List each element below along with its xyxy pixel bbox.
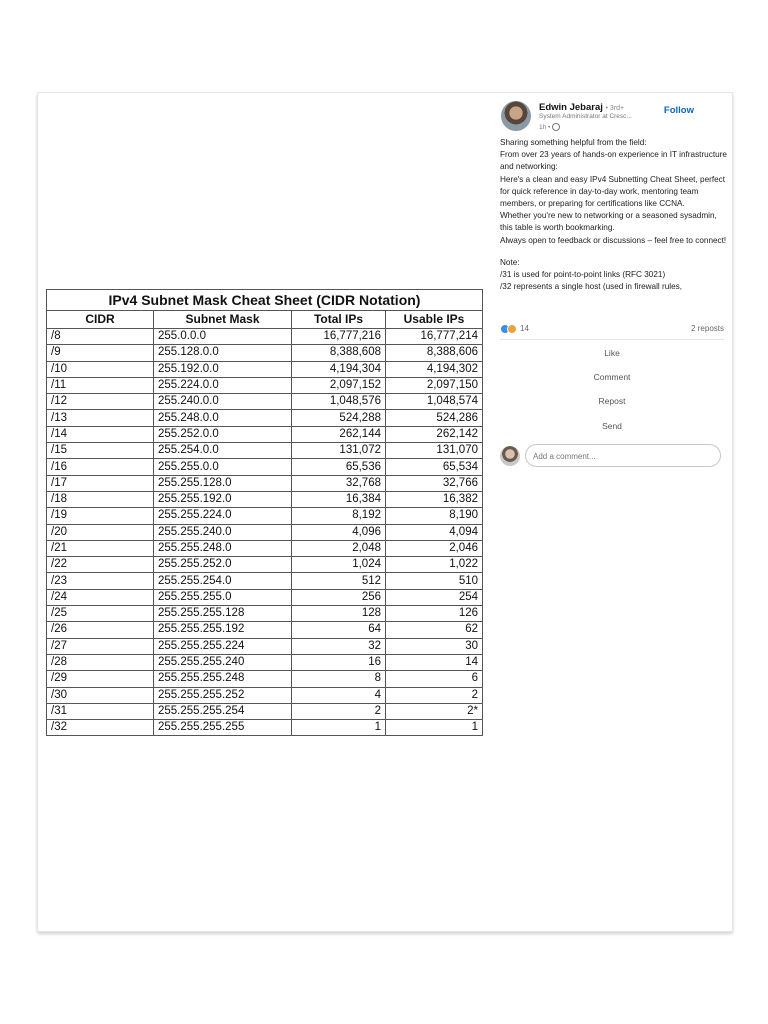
cell-total-ips: 16: [292, 654, 386, 670]
table-row: [47, 540, 483, 556]
cell-usable-ips: 2: [386, 687, 483, 703]
cell-usable-ips: 14: [386, 654, 483, 670]
cell-cidr: /17: [47, 475, 154, 491]
cell-total-ips: 32: [292, 638, 386, 654]
note-line: /31 is used for point-to-point links (RFC 3021): [500, 270, 666, 280]
table-row: [47, 622, 483, 638]
subnet-cheat-sheet-table: [46, 289, 483, 736]
cell-total-ips: 1,048,576: [292, 394, 386, 410]
cell-cidr: /32: [47, 720, 154, 736]
cell-usable-ips: 30: [386, 638, 483, 654]
post-line: Sharing something helpful from the field:: [500, 138, 647, 147]
table-row: [47, 426, 483, 442]
cell-usable-ips: 510: [386, 573, 483, 589]
cell-subnet-mask: 255.254.0.0: [154, 443, 292, 459]
cell-usable-ips: 62: [386, 622, 483, 638]
cell-cidr: /27: [47, 638, 154, 654]
table-row: [47, 589, 483, 605]
note-line: /32 represents a single host (used in firewall rules,: [500, 282, 683, 292]
cell-total-ips: 16,384: [292, 491, 386, 507]
cell-usable-ips: 2,097,150: [386, 377, 483, 393]
cell-cidr: /11: [47, 377, 154, 393]
table-row: [47, 329, 483, 345]
reaction-count[interactable]: 14: [520, 324, 529, 333]
header-total-ips: Total IPs: [292, 311, 386, 329]
cell-total-ips: 256: [292, 589, 386, 605]
cell-cidr: /29: [47, 671, 154, 687]
author-name-line[interactable]: [539, 102, 624, 113]
cell-total-ips: 1,024: [292, 557, 386, 573]
cell-cidr: /15: [47, 443, 154, 459]
cell-subnet-mask: 255.255.192.0: [154, 491, 292, 507]
cell-cidr: /22: [47, 557, 154, 573]
post-line: Always open to feedback or discussions – feel free to connect!: [500, 235, 727, 245]
cell-subnet-mask: 255.255.248.0: [154, 540, 292, 556]
repost-button[interactable]: Repost: [598, 396, 626, 406]
cell-cidr: /16: [47, 459, 154, 475]
cell-subnet-mask: 255.255.255.128: [154, 606, 292, 622]
cell-cidr: /24: [47, 589, 154, 605]
cell-usable-ips: 6: [386, 671, 483, 687]
cell-subnet-mask: 255.192.0.0: [154, 361, 292, 377]
cell-usable-ips: 4,094: [386, 524, 483, 540]
cell-subnet-mask: 255.255.128.0: [154, 475, 292, 491]
table-row: [47, 394, 483, 410]
post-body: [500, 137, 728, 293]
cell-subnet-mask: 255.255.252.0: [154, 557, 292, 573]
post-modal: [37, 92, 733, 932]
cell-cidr: /18: [47, 491, 154, 507]
cell-total-ips: 1: [292, 720, 386, 736]
cell-usable-ips: 8,388,606: [386, 345, 483, 361]
cell-total-ips: 2: [292, 703, 386, 719]
table-row: [47, 687, 483, 703]
post-image[interactable]: [38, 93, 493, 931]
table-row: [47, 377, 483, 393]
cell-subnet-mask: 255.255.240.0: [154, 524, 292, 540]
header-cidr: CIDR: [47, 311, 154, 329]
cell-cidr: /8: [47, 329, 154, 345]
cell-subnet-mask: 255.255.224.0: [154, 508, 292, 524]
table-row: [47, 606, 483, 622]
comment-input[interactable]: Add a comment...: [525, 444, 721, 467]
table-row: [47, 459, 483, 475]
cell-total-ips: 512: [292, 573, 386, 589]
table-row: [47, 508, 483, 524]
like-button[interactable]: Like: [604, 348, 620, 358]
cell-cidr: /28: [47, 654, 154, 670]
cell-cidr: /10: [47, 361, 154, 377]
cell-cidr: /25: [47, 606, 154, 622]
table-row: [47, 491, 483, 507]
cell-cidr: /23: [47, 573, 154, 589]
post-line: From over 23 years of hands-on experience in IT infrastructure and networking:: [500, 150, 727, 172]
table-title: IPv4 Subnet Mask Cheat Sheet (CIDR Notation): [47, 290, 483, 311]
cell-total-ips: 8,192: [292, 508, 386, 524]
table-row: [47, 703, 483, 719]
cell-cidr: /13: [47, 410, 154, 426]
cell-total-ips: 2,097,152: [292, 377, 386, 393]
cell-subnet-mask: 255.128.0.0: [154, 345, 292, 361]
cell-usable-ips: 126: [386, 606, 483, 622]
author-headline: System Administrator at Cresc...: [539, 113, 632, 120]
send-button[interactable]: Send: [602, 421, 622, 431]
table-row: [47, 557, 483, 573]
cell-total-ips: 64: [292, 622, 386, 638]
cell-usable-ips: 2*: [386, 703, 483, 719]
cell-usable-ips: 65,534: [386, 459, 483, 475]
cell-total-ips: 4: [292, 687, 386, 703]
author-avatar[interactable]: [501, 101, 531, 131]
cell-subnet-mask: 255.255.255.255: [154, 720, 292, 736]
table-row: [47, 654, 483, 670]
cell-total-ips: 262,144: [292, 426, 386, 442]
cell-total-ips: 8,388,608: [292, 345, 386, 361]
cell-usable-ips: 1,022: [386, 557, 483, 573]
author-name[interactable]: Edwin Jebaraj: [539, 102, 603, 113]
cell-total-ips: 131,072: [292, 443, 386, 459]
cell-total-ips: 4,194,304: [292, 361, 386, 377]
cell-subnet-mask: 255.255.255.0: [154, 589, 292, 605]
cell-subnet-mask: 255.255.255.248: [154, 671, 292, 687]
cell-usable-ips: 4,194,302: [386, 361, 483, 377]
post-timestamp: [539, 123, 560, 131]
cell-subnet-mask: 255.248.0.0: [154, 410, 292, 426]
cell-usable-ips: 8,190: [386, 508, 483, 524]
table-row: [47, 638, 483, 654]
cell-total-ips: 65,536: [292, 459, 386, 475]
table-row: [47, 573, 483, 589]
cell-cidr: /26: [47, 622, 154, 638]
cell-usable-ips: 1: [386, 720, 483, 736]
cell-subnet-mask: 255.252.0.0: [154, 426, 292, 442]
header-usable-ips: Usable IPs: [386, 311, 483, 329]
cell-cidr: /31: [47, 703, 154, 719]
cell-usable-ips: 1,048,574: [386, 394, 483, 410]
cell-total-ips: 128: [292, 606, 386, 622]
table-row: [47, 345, 483, 361]
table-row: [47, 720, 483, 736]
header-subnet-mask: Subnet Mask: [154, 311, 292, 329]
cell-total-ips: 8: [292, 671, 386, 687]
table-row: [47, 361, 483, 377]
follow-button[interactable]: Follow: [663, 105, 694, 116]
cell-total-ips: 524,288: [292, 410, 386, 426]
cell-usable-ips: 524,286: [386, 410, 483, 426]
divider: [500, 339, 724, 340]
cell-cidr: /21: [47, 540, 154, 556]
cell-subnet-mask: 255.255.255.192: [154, 622, 292, 638]
cell-cidr: /12: [47, 394, 154, 410]
table-row: [47, 443, 483, 459]
table-row: [47, 475, 483, 491]
reaction-icons[interactable]: [500, 324, 517, 334]
post-line: Whether you're new to networking or a seasoned sysadmin, this table is worth bookmarking.: [500, 211, 717, 233]
cell-cidr: /20: [47, 524, 154, 540]
cell-usable-ips: 32,766: [386, 475, 483, 491]
cell-subnet-mask: 255.255.255.224: [154, 638, 292, 654]
cell-usable-ips: 16,382: [386, 491, 483, 507]
cell-cidr: /30: [47, 687, 154, 703]
table-row: [47, 671, 483, 687]
repost-count[interactable]: 2 reposts: [691, 324, 724, 333]
cell-total-ips: 4,096: [292, 524, 386, 540]
cell-cidr: /14: [47, 426, 154, 442]
cell-subnet-mask: 255.224.0.0: [154, 377, 292, 393]
globe-icon: [552, 123, 560, 131]
table-row: [47, 410, 483, 426]
viewer-avatar: [500, 446, 520, 466]
cell-usable-ips: 16,777,214: [386, 329, 483, 345]
cell-subnet-mask: 255.255.254.0: [154, 573, 292, 589]
post-line: Here's a clean and easy IPv4 Subnetting Cheat Sheet, perfect for quick reference in day-to-day work, mentoring team members, or preparing for certifications like CCNA.: [500, 174, 726, 209]
cell-subnet-mask: 255.255.255.254: [154, 703, 292, 719]
note-line: Note:: [500, 257, 520, 267]
table-row: [47, 524, 483, 540]
cell-subnet-mask: 255.255.255.240: [154, 654, 292, 670]
post-sidebar: [498, 93, 728, 931]
cell-subnet-mask: 255.255.0.0: [154, 459, 292, 475]
cell-subnet-mask: 255.255.255.252: [154, 687, 292, 703]
social-counts: [500, 323, 724, 335]
author-degree: • 3rd+: [605, 105, 625, 112]
cell-usable-ips: 262,142: [386, 426, 483, 442]
comment-button[interactable]: Comment: [593, 372, 631, 382]
celebrate-reaction-icon: [507, 324, 517, 334]
cell-total-ips: 16,777,216: [292, 329, 386, 345]
cell-usable-ips: 131,070: [386, 443, 483, 459]
cell-total-ips: 2,048: [292, 540, 386, 556]
cell-total-ips: 32,768: [292, 475, 386, 491]
cell-cidr: /19: [47, 508, 154, 524]
cell-usable-ips: 254: [386, 589, 483, 605]
post-time-text: 1h •: [539, 123, 551, 131]
cell-subnet-mask: 255.240.0.0: [154, 394, 292, 410]
cell-cidr: /9: [47, 345, 154, 361]
cell-usable-ips: 2,046: [386, 540, 483, 556]
cell-subnet-mask: 255.0.0.0: [154, 329, 292, 345]
